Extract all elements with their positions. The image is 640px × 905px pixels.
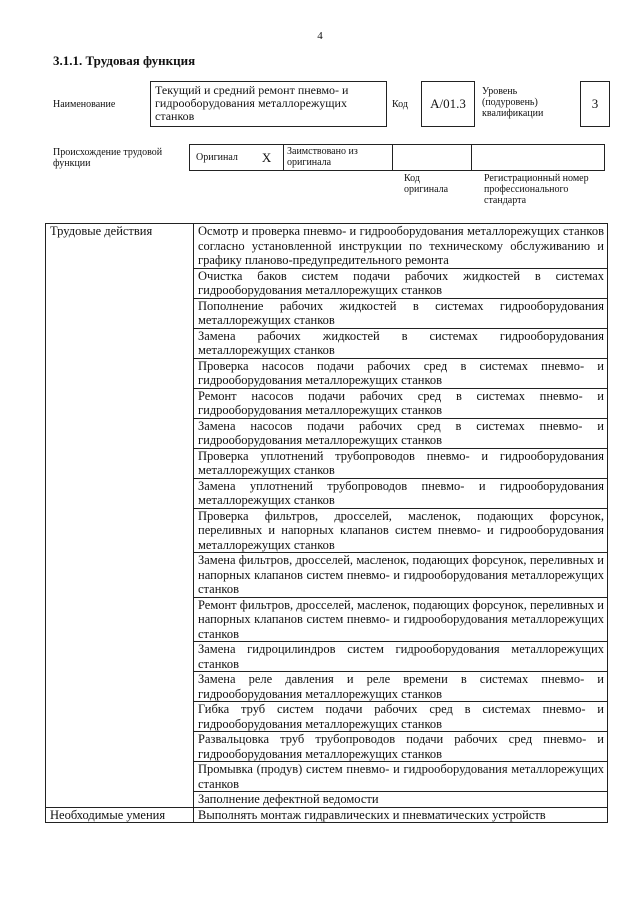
labor-action-item: Осмотр и проверка пневмо- и гидрооборудования металлорежущих станков согласно установленной инструкции по техническому обслуживанию и графику планово-предупредительного ремонта bbox=[194, 224, 608, 269]
labor-function-table bbox=[45, 223, 608, 823]
labor-action-item: Замена рабочих жидкостей в системах гидрооборудования металлорежущих станков bbox=[194, 328, 608, 358]
section-title: 3.1.1. Трудовая функция bbox=[53, 53, 196, 68]
original-cell bbox=[189, 144, 284, 171]
labor-action-item: Замена реле давления и реле времени в системах пневмо- и гидрооборудования металлорежущих станков bbox=[194, 672, 608, 702]
labor-action-item: Замена фильтров, дросселей, масленок, подающих форсунок, переливных и напорных клапанов систем пневмо- и гидрооборудования металлорежущих станков bbox=[194, 553, 608, 598]
labor-action-item: Развальцовка труб трубопроводов подачи рабочих сред пневмо- и гидрооборудования металлорежущих станков bbox=[194, 732, 608, 762]
table-row bbox=[46, 224, 608, 269]
labor-action-item: Проверка уплотнений трубопроводов пневмо- и гидрооборудования металлорежущих станков bbox=[194, 448, 608, 478]
table-row bbox=[46, 807, 608, 823]
borrowed-cell: Заимствовано из оригинала bbox=[283, 144, 393, 171]
labor-action-item: Проверка насосов подачи рабочих сред в системах пневмо- и гидрооборудования металлорежущих станков bbox=[194, 358, 608, 388]
labor-action-item: Очистка баков систем подачи рабочих жидкостей в системах гидрооборудования металлорежущих станков bbox=[194, 268, 608, 298]
code-label: Код bbox=[392, 99, 408, 110]
skills-label: Необходимые умения bbox=[46, 807, 194, 823]
function-name-box: Текущий и средний ремонт пневмо- и гидрооборудования металлорежущих станков bbox=[150, 81, 387, 127]
labor-action-item: Пополнение рабочих жидкостей в системах гидрооборудования металлорежущих станков bbox=[194, 298, 608, 328]
labor-action-item: Промывка (продув) систем пневмо- и гидрооборудования металлорежущих станков bbox=[194, 762, 608, 792]
code-box: A/01.3 bbox=[421, 81, 475, 127]
level-label: Уровень (подуровень) квалификации bbox=[482, 86, 544, 119]
labor-action-item: Заполнение дефектной ведомости bbox=[194, 792, 608, 808]
labor-action-item: Замена уплотнений трубопроводов пневмо- и гидрооборудования металлорежущих станков bbox=[194, 478, 608, 508]
labor-actions-label: Трудовые действия bbox=[46, 224, 194, 808]
labor-action-item: Гибка труб систем подачи рабочих сред в системах пневмо- и гидрооборудования металлорежущих станков bbox=[194, 702, 608, 732]
labor-action-item: Проверка фильтров, дросселей, масленок, подающих форсунок, переливных и напорных клапанов систем пневмо- и гидрооборудования металлорежущих станков bbox=[194, 508, 608, 553]
labor-action-item: Замена насосов подачи рабочих сред в системах пневмо- и гидрооборудования металлорежущих станков bbox=[194, 418, 608, 448]
original-label: Оригинал bbox=[196, 152, 238, 163]
origin-label: Происхождение трудовой функции bbox=[53, 147, 163, 169]
origin-row bbox=[190, 144, 608, 171]
code-original-cell bbox=[392, 144, 472, 171]
code-original-label: Код оригинала bbox=[404, 173, 449, 195]
reg-number-label: Регистрационный номер профессионального стандарта bbox=[484, 173, 589, 206]
labor-action-item: Ремонт насосов подачи рабочих сред в системах пневмо- и гидрооборудования металлорежущих станков bbox=[194, 388, 608, 418]
skill-item: Выполнять монтаж гидравлических и пневматических устройств bbox=[194, 807, 608, 823]
level-box: 3 bbox=[580, 81, 610, 127]
original-mark: X bbox=[261, 149, 272, 165]
reg-number-cell bbox=[471, 144, 605, 171]
page-number: 4 bbox=[317, 30, 323, 42]
name-label: Наименование bbox=[53, 99, 116, 110]
labor-action-item: Ремонт фильтров, дросселей, масленок, подающих форсунок, переливных и напорных клапанов систем пневмо- и гидрооборудования металлорежущих станков bbox=[194, 597, 608, 642]
labor-action-item: Замена гидроцилиндров систем гидрооборудования металлорежущих станков bbox=[194, 642, 608, 672]
